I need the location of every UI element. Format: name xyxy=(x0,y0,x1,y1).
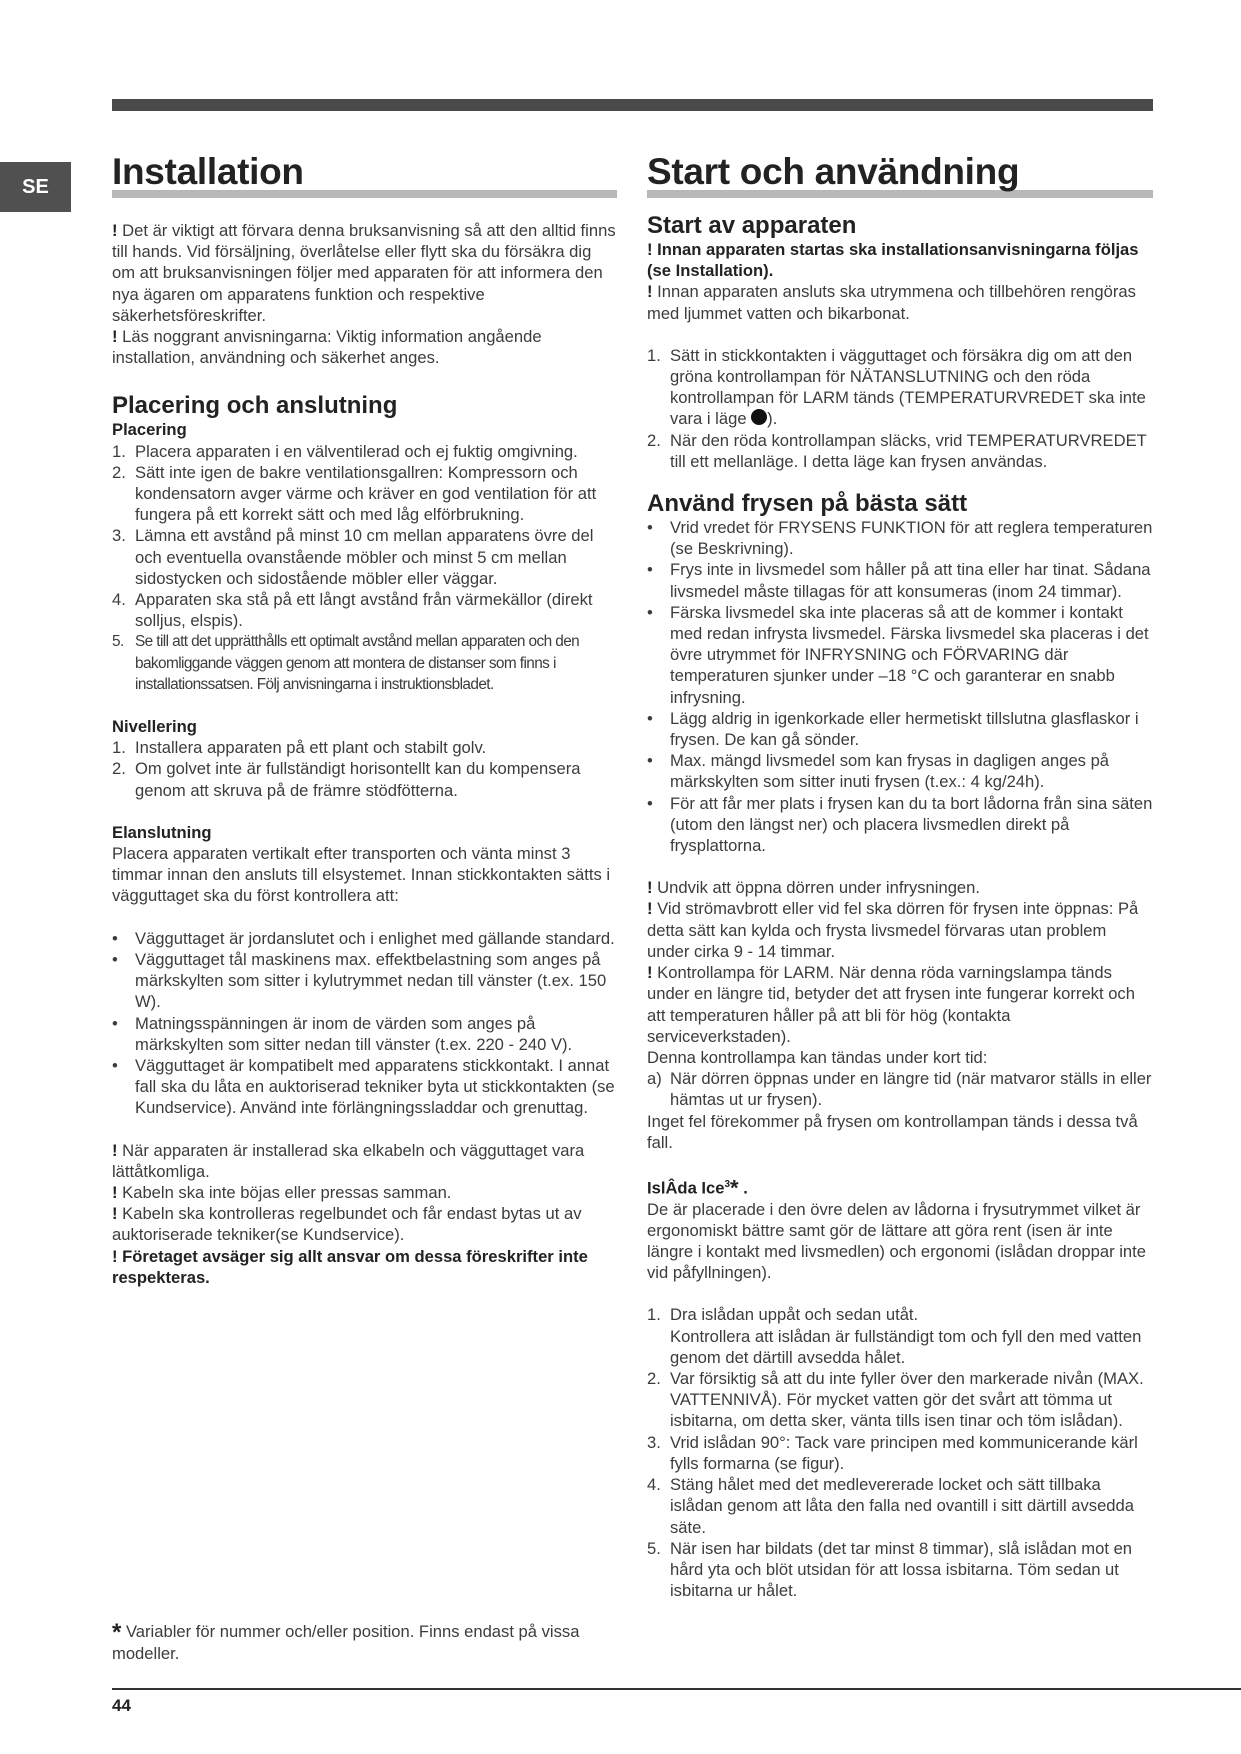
list-item: 1. Sätt in stickkontakten i vägguttaget och försäkra dig om att den gröna kontrollampan för NÄTANSLUTNING och den röda kontrollampan för LARM tänds (TEMPERATURVREDET ska inte vara i läge ). xyxy=(647,345,1146,429)
list-item: 2. När den röda kontrollampan släcks, vrid TEMPERATURVREDET till ett mellanläge. I detta läge kan frysen användas. xyxy=(647,430,1147,471)
list-item: 5. Se till att det upprätthålls ett optimalt avstånd mellan apparaten och den bakomliggande väggen genom att montera de distanser som finns i installationssatsen. Följ anvisningarna i instruktionsbladet. xyxy=(112,633,580,693)
note-5: Inget fel förekommer på frysen om kontrollampan tänds i dessa två fall. xyxy=(647,1111,1138,1152)
anvand-heading: Använd frysen på bästa sätt xyxy=(647,490,968,518)
list-item: • Lägg aldrig in igenkorkade eller hermetiskt tillslutna glasflaskor i frysen. De kan gå sönder. xyxy=(647,708,1139,750)
top-rule xyxy=(112,99,1153,111)
note-1: ! Undvik att öppna dörren under infrysningen. xyxy=(647,878,980,898)
nivellering-subheading: Nivellering xyxy=(112,717,197,737)
list-item: 2. Sätt inte igen de bakre ventilationsgallren: Kompressorn och kondensatorn avger värme och kräver en god ventilation för att fungera på ett korrekt sätt och med låg elförbrukning. xyxy=(112,462,597,525)
list-item: • Vrid vredet för FRYSENS FUNKTION för att reglera temperaturen (se Beskrivning). xyxy=(647,518,1153,559)
placering-heading: Placering och anslutning xyxy=(112,392,398,420)
warning-3: ! Kabeln ska kontrolleras regelbundet och får endast bytas ut av auktoriserade tekniker(se Kundservice). xyxy=(112,1204,582,1245)
intro-paragraph-2: ! Läs noggrant anvisningarna: Viktig information angående installation, användning och säkerhet anges. xyxy=(112,327,542,368)
right-column xyxy=(647,150,1153,1601)
footnote: * Variabler för nummer och/eller position. Finns endast på vissa modeller. xyxy=(112,1619,580,1664)
warning-2: ! Kabeln ska inte böjas eller pressas samman. xyxy=(112,1182,452,1202)
elanslutning-list xyxy=(112,928,617,1119)
list-item: 3. Lämna ett avstånd på minst 10 cm mellan apparatens övre del och eventuella ovanstående möbler och minst 5 cm mellan sidostycken och sidostående möbler eller väggar. xyxy=(112,526,594,588)
language-tab: SE xyxy=(0,162,71,212)
start-note: ! Innan apparaten ansluts ska utrymmena och tillbehören rengöras med ljummet vatten och bikarbonat. xyxy=(647,282,1136,323)
islada-heading: IslÂda Ice$^3$* . xyxy=(647,1175,748,1201)
note-3: ! Kontrollampa för LARM. När denna röda varningslampa tänds under en längre tid, betyder det att frysen inte fungerar korrekt och att temperaturen håller på att bli för hög (kontakta serviceverkstaden). xyxy=(647,963,1135,1046)
list-item: • Vägguttaget är jordanslutet och i enlighet med gällande standard. xyxy=(112,928,615,948)
bottom-rule xyxy=(112,1688,1241,1690)
list-item: • Färska livsmedel ska inte placeras så att de kommer i kontakt med redan infrysta livsmedel. Färska livsmedel ska placeras i det övre utrymmet för INFRYSNING och FÖRVARING där temperaturen sjunker under –18 °C och garanterar en snabb infrysning. xyxy=(647,602,1149,707)
installation-title: Installation xyxy=(112,151,304,192)
note-4: Denna kontrollampa kan tändas under kort tid: xyxy=(647,1047,988,1067)
start-subheading: Start av apparaten xyxy=(647,212,857,239)
warning-1: ! När apparaten är installerad ska elkabeln och vägguttaget vara lättåtkomliga. xyxy=(112,1140,585,1181)
list-item: 1. Installera apparaten på ett plant och stabilt golv. xyxy=(112,738,487,758)
page-number: 44 xyxy=(112,1696,131,1715)
start-heading-block xyxy=(647,150,1153,198)
islada-list xyxy=(647,1304,1153,1601)
list-item: 4. Apparaten ska stå på ett långt avstånd från värmekällor (direkt solljus, elspis). xyxy=(112,590,593,631)
start-list xyxy=(647,345,1153,472)
list-item: 1. Dra islådan uppåt och sedan utåt. Kontrollera att islådan är fullständigt tom och fyll den med vatten genom det därtill avsedda hålet. xyxy=(647,1305,1142,1367)
list-item: • Max. mängd livsmedel som kan frysas in dagligen anges på märkskylten som sitter inuti frysen (t.ex.: 4 kg/24h). xyxy=(647,751,1110,792)
list-item: • För att får mer plats i frysen kan du ta bort lådorna från sina säten (utom den längst ner) och placera livsmedlen direkt på frysplattorna. xyxy=(647,793,1153,856)
list-item: 4. Stäng hålet med det medlevererade locket och sätt tillbaka islådan genom att låta den falla ned ovantill i sitt därtill avsedda säte. xyxy=(647,1475,1134,1537)
left-column xyxy=(112,150,617,1288)
list-item: • Frys inte in livsmedel som håller på att tina eller har tinat. Sådana livsmedel måste tillagas för att konsumeras (inom 24 timmar). xyxy=(647,560,1151,601)
list-item: • Vägguttaget är kompatibelt med apparatens stickkontakt. I annat fall ska du låta en auktoriserad tekniker byta ut stickkontakten (se Kundservice). Använd inte förlängningssladdar och grenuttag. xyxy=(112,1055,615,1118)
list-item: • Matningsspänningen är inom de värden som anges på märkskylten som sitter nedan till vänster (t.ex. 220 - 240 V). xyxy=(112,1013,573,1054)
list-item: 3. Vrid islådan 90°: Tack vare principen med kommunicerande kärl fylls formarna (se figur). xyxy=(647,1432,1138,1473)
filled-circle-icon xyxy=(751,409,767,425)
start-title: Start och användning xyxy=(647,151,1020,192)
placering-subheading: Placering xyxy=(112,420,187,440)
anvand-list xyxy=(647,517,1153,856)
list-item: a) När dörren öppnas under en längre tid (när matvaror ställs in eller hämtas ut ur frysen). xyxy=(647,1069,1152,1110)
list-item: 2. Var försiktig så att du inte fyller över den markerade nivån (MAX. VATTENNIVÅ). För mycket vatten gör det svårt att tömma ut isbitarna, om detta sker, vänta tills isen tinar och töm islådan). xyxy=(647,1369,1144,1431)
islada-text: De är placerade i den övre delen av lådorna i frysutrymmet vilket är ergonomiskt bättre samt gör de lättare att göra rent (isen är inte längre i kontakt med livsmedlen) och ergonomi (islådan droppar inte vid påfyllningen). xyxy=(647,1199,1146,1283)
installation-heading-block xyxy=(112,150,617,198)
start-bold-note: ! Innan apparaten startas ska installationsanvisningarna följas (se Installation). xyxy=(647,240,1139,281)
elanslutning-text: Placera apparaten vertikalt efter transporten och vänta minst 3 timmar innan den ansluts till elsystemet. Innan stickkontakten sätts i vägguttaget ska du först kontrollera att: xyxy=(112,844,611,906)
list-item: 2. Om golvet inte är fullständigt horisontellt kan du kompensera genom att skruva på de främre stödfötterna. xyxy=(112,759,581,800)
placering-list xyxy=(112,441,617,695)
list-item: 5. När isen har bildats (det tar minst 8 timmar), slå islådan mot en hård yta och blöt utsidan för att lossa isbitarna. Töm sedan ut isbitarna ur hålet. xyxy=(647,1538,1133,1601)
elanslutning-subheading: Elanslutning xyxy=(112,822,212,842)
note-2: ! Vid strömavbrott eller vid fel ska dörren för frysen inte öppnas: På detta sätt kan kylda och frysta livsmedel förvaras utan problem under cirka 9 - 14 timmar. xyxy=(647,899,1139,961)
warning-4: ! Företaget avsäger sig allt ansvar om dessa föreskrifter inte respekteras. xyxy=(112,1246,588,1287)
note-4-list xyxy=(647,1068,1153,1110)
list-item: • Vägguttaget tål maskinens max. effektbelastning som anges på märkskylten som sitter i kylutrymmet nedan till vänster (t.ex. 150 W). xyxy=(112,949,607,1012)
list-item: 1. Placera apparaten i en välventilerad och ej fuktig omgivning. xyxy=(112,441,578,461)
intro-paragraph-1: ! Det är viktigt att förvara denna bruksanvisning så att den alltid finns till hands. Vid försäljning, överlåtelse eller flytt ska du försäkra dig om att bruksanvisningen följer med apparaten för att informera den nya ägaren om apparatens funktion och respektive säkerhetsföreskrifter. xyxy=(112,221,616,325)
nivellering-list xyxy=(112,737,617,801)
